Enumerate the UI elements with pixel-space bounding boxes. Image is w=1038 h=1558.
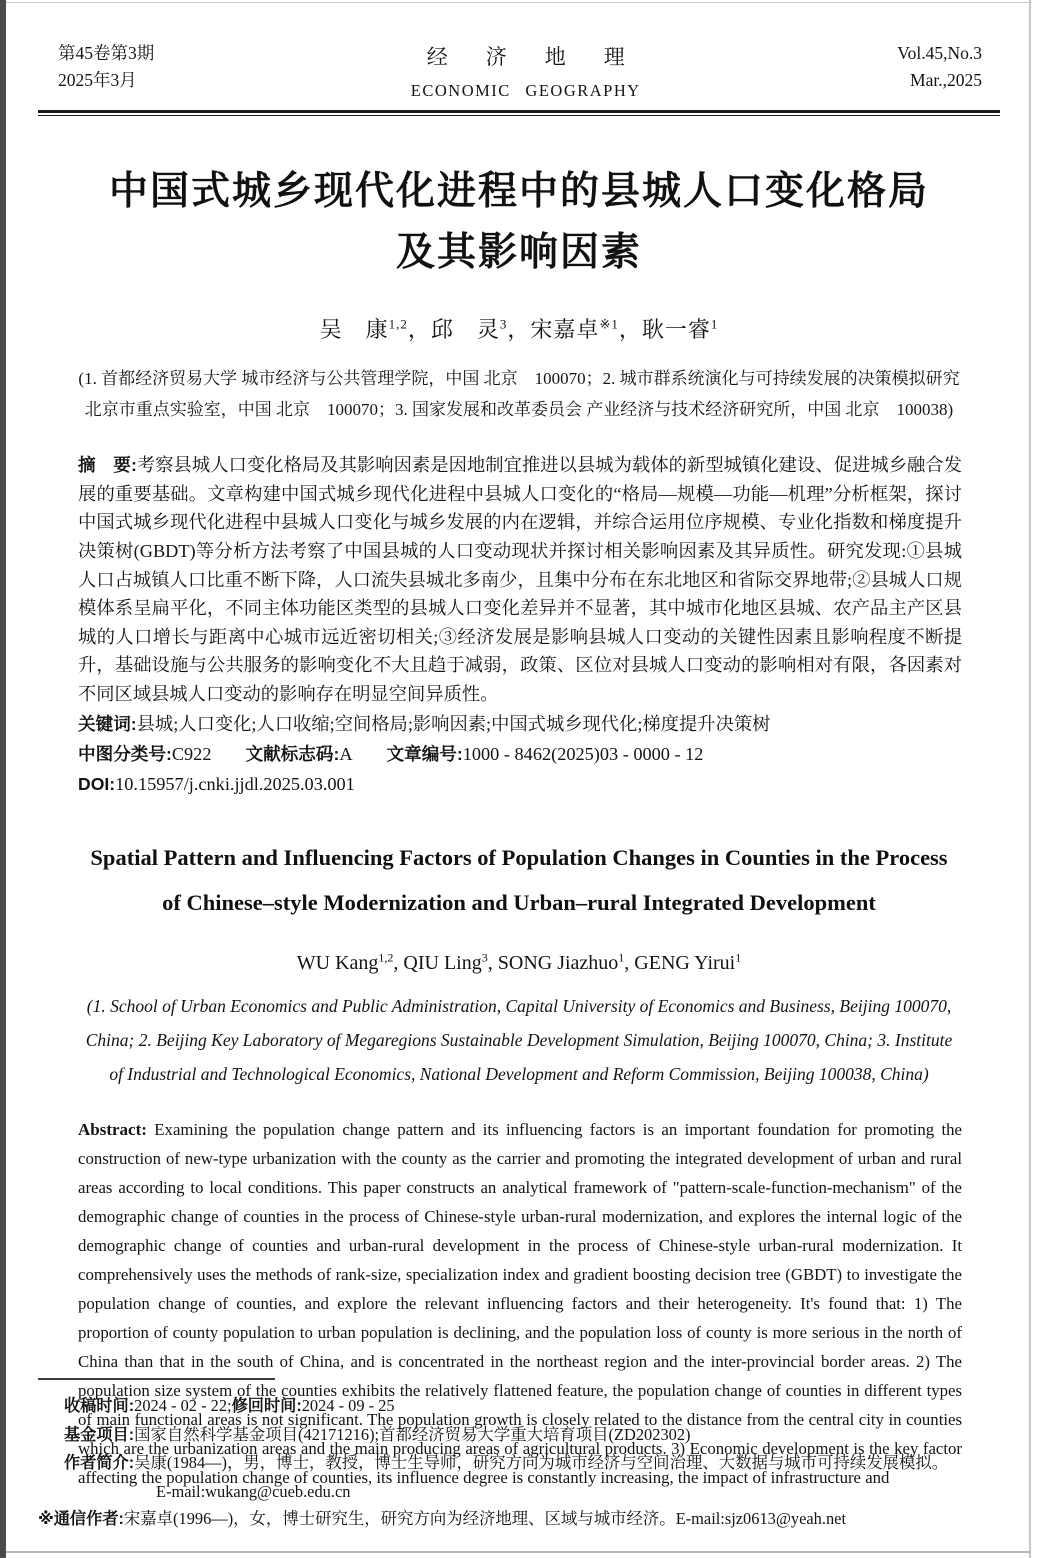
volume-issue-en: Vol.45,No.3 — [897, 43, 982, 63]
article-title-cn-line1: 中国式城乡现代化进程中的县城人口变化格局 — [108, 170, 929, 214]
header-rule — [38, 110, 1000, 116]
footnotes — [38, 1378, 994, 1534]
abstract-label-cn: 摘 要: — [78, 455, 137, 476]
authors-en — [0, 951, 1038, 976]
keywords-label: 关键词: — [78, 713, 137, 734]
footnote-author-bio: 作者简介:吴康(1984—)，男，博士，教授，博士生导师，研究方向为城市经济与空间治理、大数据与城市可持续发展模拟。 — [64, 1453, 949, 1472]
abstract-text-cn: 考察县城人口变化格局及其影响因素是因地制宜推进以县城为载体的新型城镇化建设、促进城乡融合发展的重要基础。文章构建中国式城乡现代化进程中县城人口变化的“格局—规模—功能—机理”分析框架，探讨中国式城乡现代化进程中县城人口变化与城乡发展的内在逻辑，并综合运用位序规模、专业化指数和梯度提升决策树(GBDT)等分析方法考察了中国县城的人口变动现状并探讨相关影响因素及其异质性。研究发现:①县城人口占城镇人口比重不断下降，人口流失县城北多南少，且集中分布在东北地区和省际交界地带;②县城人口规模体系呈扁平化，不同主体功能区类型的县城人口变化差异并不显著，其中城市化地区县城、农产品主产区县城的人口增长与距离中心城市远近密切相关;③经济发展是影响县城人口变动的关键性因素且影响程度不断提升，基础设施与公共服务的影响变化不大且趋于减弱，政策、区位对县城人口变动的影响相对有限，各因素对不同区域县城人口变动的影响存在明显空间异质性。 — [78, 455, 963, 704]
date-cn: 2025年3月 — [58, 70, 137, 91]
volume-issue-cn: 第45卷第3期 — [58, 43, 155, 63]
author-en: GENG Yirui$^1$ — [634, 950, 742, 975]
article-number: 文章编号:1000 - 8462(2025)03 - 0000 - 12 — [386, 743, 704, 764]
abstract-label-en: Abstract: — [78, 1120, 147, 1140]
affiliation-cn-line1: (1. 首都经济贸易大学 城市经济与公共管理学院，中国 北京 100070；2. 城市群系统演化与可持续发展的决策模拟研究 — [78, 368, 960, 388]
article-title-cn — [40, 162, 998, 283]
clc-number: 中图分类号:C922 — [78, 743, 212, 764]
journal-name-block — [410, 40, 663, 103]
footnote-dates: 收稿时间:2024 - 02 - 22;修回时间:2024 - 09 - 25 — [64, 1396, 395, 1415]
keywords-text: 县城;人口变化;人口收缩;空间格局;影响因素;中国式城乡现代化;梯度提升决策树 — [136, 713, 771, 734]
footnote-corresponding-author: ※通信作者:宋嘉卓(1996—)，女，博士研究生，研究方向为经济地理、区域与城市经济。E-mail:sjz0613@yeah.net — [38, 1509, 846, 1528]
journal-issue-block-en — [897, 40, 982, 94]
document-code: 文献标志码:A — [245, 743, 353, 764]
footnote-rule — [38, 1378, 275, 1380]
doi-line — [78, 769, 962, 799]
date-en: Mar.,2025 — [910, 70, 982, 91]
footnote-author-email: E-mail:wukang@cueb.edu.cn — [156, 1481, 351, 1501]
doi-label: DOI: — [78, 773, 116, 794]
journal-name-en: ECONOMIC GEOGRAPHY — [410, 80, 641, 100]
affiliations-en — [30, 989, 1008, 1091]
page-top-border — [6, 2, 1032, 3]
affiliation-en-line1: (1. School of Urban Economics and Public Administration, Capital University of Economics and Business, Beijing 100070, — [86, 996, 952, 1017]
chinese-meta-block — [78, 451, 962, 798]
affiliation-en-line2: China; 2. Beijing Key Laboratory of Megaregions Sustainable Development Simulation, Beijing 100070, China; 3. Institute — [85, 1030, 953, 1051]
page-bottom-border — [6, 1551, 1031, 1553]
clc-line — [78, 739, 962, 769]
author-en: QIU Ling$^3$, — [403, 950, 498, 975]
keywords-line — [78, 709, 962, 739]
journal-name-cn: 经济地理 — [426, 45, 663, 69]
author-en: WU Kang$^{1,2}$, — [296, 950, 404, 975]
affiliation-en-line3: of Industrial and Technological Economics, National Development and Reform Commission, Beijing 100038, China) — [109, 1064, 929, 1085]
article-title-en: Spatial Pattern and Influencing Factors of Population Changes in Counties in the Process of Chinese–style Modernization and Urban–rural Integrated Development — [90, 844, 948, 915]
author-cn: 宋嘉卓$^{※1}$， — [530, 316, 642, 342]
page-left-border — [0, 0, 6, 1558]
author-cn: 邱 灵$^3$， — [430, 316, 531, 342]
footnote-funding: 基金项目:国家自然科学基金项目(42171216);首都经济贸易大学重大培育项目(ZD202302) — [64, 1424, 691, 1444]
affiliations-cn — [30, 364, 1008, 425]
journal-issue-block-cn — [58, 40, 154, 94]
page-right-border — [1029, 0, 1031, 1558]
author-cn: 耿一睿$^1$ — [641, 316, 719, 342]
abstract-text-en: Examining the population change pattern and its influencing factors is an important foundation for promoting the construction of new-type urbanization with the county as the carrier and promoting the integrated development of urban and rural areas according to local conditions. This paper constructs an analytical framework of "pattern-scale-function-mechanism" of the demographic change of counties in the process of Chinese-style urban-rural modernization, and explores the internal logic of the demographic change of counties and urban-rural development in the process of Chinese-style urban-rural modernization. It comprehensively uses the methods of rank-size, specialization index and gradient boosting decision tree (GBDT) to investigate the population change of counties, and explore the relevant influencing factors and their heterogeneity. It's found that: 1) The proportion of county population to urban population is declining, and the population loss of county is more serious in the north of China than that in the south of China, and is concentrated in the northeast region and the inter-provincial border areas. 2) The population size system of the counties exhibits the relatively flattened feature, the population change of counties in different types of main functional areas is not significant. The population growth is closely related to the distance from the central city in counties which are the urbanization areas and the main producing areas of agricultural products. 3) Economic development is the key factor affecting the population change of counties, its influence degree is constantly increasing, the impact of infrastructure and — [78, 1120, 962, 1488]
affiliation-cn-line2: 北京市重点实验室，中国 北京 100070；3. 国家发展和改革委员会 产业经济与技术经济研究所，中国 北京 100038) — [84, 399, 954, 419]
journal-header — [58, 40, 982, 103]
author-en: SONG Jiazhuo$^1$, — [497, 950, 635, 975]
article-title-cn-line2: 及其影响因素 — [395, 230, 642, 274]
author-cn: 吴 康$^{1,2}$， — [319, 316, 431, 342]
authors-cn — [0, 313, 1038, 344]
doi-value: 10.15957/j.cnki.jjdl.2025.03.001 — [115, 773, 355, 794]
abstract-cn — [78, 451, 962, 708]
